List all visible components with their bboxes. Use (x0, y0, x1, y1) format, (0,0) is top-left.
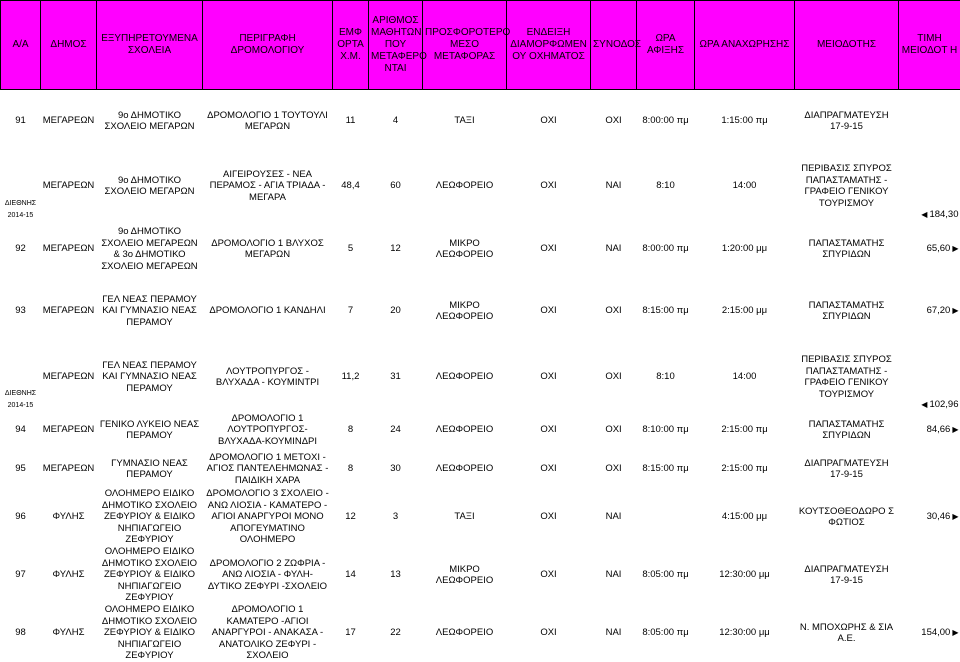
cell-contractor: Ν. ΜΠΟΧΩΡΗΣ & ΣΙΑ Α.Ε. (795, 604, 899, 662)
table-row (1, 286, 960, 336)
cell-students: 12 (369, 220, 423, 278)
cell-students: 22 (369, 604, 423, 662)
cell-aa: 98 (1, 604, 41, 662)
cell-km: 8 (333, 410, 369, 450)
table-row (1, 410, 960, 450)
cell-escort: ΝΑΙ (591, 546, 637, 604)
table-row (1, 604, 960, 662)
cell-km: 8 (333, 450, 369, 488)
cell-contractor: ΠΑΠΑΣΤΑΜΑΤΗΣ ΣΠΥΡΙΔΩΝ (795, 410, 899, 450)
cell-km: 17 (333, 604, 369, 662)
header-departure: ΩΡΑ ΑΝΑΧΩΡΗΣΗΣ (695, 1, 795, 90)
header-means: ΠΡΟΣΦΟΡΟΤΕΡΟ ΜΕΣΟ ΜΕΤΑΦΟΡΑΣ (423, 1, 507, 90)
cell-route: ΔΡΟΜΟΛΟΓΙΟ 1 ΚΑΝΔΗΛΙ (203, 286, 333, 336)
cell-dimos: ΜΕΓΑΡΕΩΝ (41, 410, 97, 450)
cell-students: 4 (369, 98, 423, 144)
cell-route: ΔΡΟΜΟΛΟΓΙΟ 1 ΤΟΥΤΟΥΛΙ ΜΕΓΑΡΩΝ (203, 98, 333, 144)
table-row (1, 98, 960, 144)
cell-departure: 12:30:00 μμ (695, 604, 795, 662)
cell-means: ΛΕΩΦΟΡΕΙΟ (423, 152, 507, 220)
cell-config: ΟΧΙ (507, 450, 591, 488)
cell-escort: ΟΧΙ (591, 98, 637, 144)
cell-means: ΜΙΚΡΟ ΛΕΩΦΟΡΕΙΟ (423, 286, 507, 336)
cell-route: ΔΡΟΜΟΛΟΓΙΟ 1 ΚΑΜΑΤΕΡΟ -ΑΓΙΟΙ ΑΝΑΡΓΥΡΟΙ - ΑΝΑΚΑΣΑ - ΑΝΑΤΟΛΙΚΟ ΖΕΦΥΡΙ - ΣΧΟΛΕΙΟ (203, 604, 333, 662)
cell-config: ΟΧΙ (507, 410, 591, 450)
cell-route: ΔΡΟΜΟΛΟΓΙΟ 1 ΒΛΥΧΟΣ ΜΕΓΑΡΩΝ (203, 220, 333, 278)
side-label: ΔΙΕΘΝΗΣ 2014-15 (5, 200, 36, 219)
cell-students: 13 (369, 546, 423, 604)
cell-route: ΔΡΟΜΟΛΟΓΙΟ 3 ΣΧΟΛΕΙΟ - ΑΝΩ ΛΙΟΣΙΑ - ΚΑΜΑΤΕΡΟ - ΑΓΙΟΙ ΑΝΑΡΓΥΡΟΙ ΜΟΝΟ ΑΠΟΓΕΥΜΑΤΙΝΟ ΟΛΟΗΜΕΡΟ (203, 488, 333, 546)
cell-config: ΟΧΙ (507, 152, 591, 220)
cell-means: ΤΑΞΙ (423, 488, 507, 546)
cell-dimos: ΦΥΛΗΣ (41, 546, 97, 604)
cell-schools: 9ο ΔΗΜΟΤΙΚΟ ΣΧΟΛΕΙΟ ΜΕΓΑΡΕΩΝ & 3ο ΔΗΜΟΤΙΚΟ ΣΧΟΛΕΙΟ ΜΕΓΑΡΕΩΝ (97, 220, 203, 278)
cell-students: 60 (369, 152, 423, 220)
cell-dimos: ΦΥΛΗΣ (41, 604, 97, 662)
cell-schools: ΓΥΜΝΑΣΙΟ ΝΕΑΣ ΠΕΡΑΜΟΥ (97, 450, 203, 488)
cell-km: 14 (333, 546, 369, 604)
cell-schools: 9ο ΔΗΜΟΤΙΚΟ ΣΧΟΛΕΙΟ ΜΕΓΑΡΩΝ (97, 152, 203, 220)
cell-escort: ΟΧΙ (591, 344, 637, 410)
cell-arrival: 8:15:00 πμ (637, 450, 695, 488)
header-route: ΠΕΡΙΓΡΑΦΗ ΔΡΟΜΟΛΟΓΙΟΥ (203, 1, 333, 90)
header-students: ΑΡΙΘΜΟΣ ΜΑΘΗΤΩΝ ΠΟΥ ΜΕΤΑΦΕΡΟ ΝΤΑΙ (369, 1, 423, 90)
cell-aa: 93 (1, 286, 41, 336)
cell-schools: ΓΕΛ ΝΕΑΣ ΠΕΡΑΜΟΥ ΚΑΙ ΓΥΜΝΑΣΙΟ ΝΕΑΣ ΠΕΡΑΜΟΥ (97, 344, 203, 410)
cell-aa: 94 (1, 410, 41, 450)
table-header-row (1, 1, 960, 90)
cell-arrival: 8:05:00 πμ (637, 604, 695, 662)
cell-departure: 2:15:00 πμ (695, 450, 795, 488)
cell-route: ΔΡΟΜΟΛΟΓΙΟ 2 ΖΩΦΡΙΑ - ΑΝΩ ΛΙΟΣΙΑ - ΦΥΛΗ- ΔΥΤΙΚΟ ΖΕΦΥΡΙ -ΣΧΟΛΕΙΟ (203, 546, 333, 604)
right-arrow-icon: ▶ (952, 511, 958, 523)
header-dimos: ΔΗΜΟΣ (41, 1, 97, 90)
cell-contractor: ΔΙΑΠΡΑΓΜΑΤΕΥΣΗ 17-9-15 (795, 450, 899, 488)
cell-route: ΛΟΥΤΡΟΠΥΡΓΟΣ - ΒΛΥΧΑΔΑ - ΚΟΥΜΙΝΤΡΙ (203, 344, 333, 410)
cell-dimos: ΜΕΓΑΡΕΩΝ (41, 98, 97, 144)
header-km: ΕΜΦ ΟΡΤΑ Χ.Μ. (333, 1, 369, 90)
cell-arrival: 8:00:00 πμ (637, 220, 695, 278)
group-total: 184,30 (929, 209, 958, 221)
cell-km: 11,2 (333, 344, 369, 410)
cell-departure: 12:30:00 μμ (695, 546, 795, 604)
header-escort: ΣΥΝΟΔΟΣ (591, 1, 637, 90)
cell-contractor: ΔΙΑΠΡΑΓΜΑΤΕΥΣΗ 17-9-15 (795, 546, 899, 604)
cell-contractor: ΠΕΡΙΒΑΣΙΣ ΣΠΥΡΟΣ ΠΑΠΑΣΤΑΜΑΤΗΣ - ΓΡΑΦΕΙΟ ΓΕΝΙΚΟΥ ΤΟΥΡΙΣΜΟΥ (795, 152, 899, 220)
cell-departure: 4:15:00 μμ (695, 488, 795, 546)
cell-students: 31 (369, 344, 423, 410)
cell-means: ΛΕΩΦΟΡΕΙΟ (423, 344, 507, 410)
cell-arrival: 8:10 (637, 152, 695, 220)
cell-escort: ΝΑΙ (591, 220, 637, 278)
cell-escort: ΟΧΙ (591, 286, 637, 336)
cell-escort: ΝΑΙ (591, 152, 637, 220)
cell-departure: 1:15:00 πμ (695, 98, 795, 144)
header-schools: ΕΞΥΠΗΡΕΤΟΥΜΕΝΑ ΣΧΟΛΕΙΑ (97, 1, 203, 90)
cell-dimos: ΜΕΓΑΡΕΩΝ (41, 344, 97, 410)
cell-price: 65,60 (927, 243, 951, 255)
cell-means: ΜΙΚΡΟ ΛΕΩΦΟΡΕΙΟ (423, 220, 507, 278)
cell-escort: ΟΧΙ (591, 410, 637, 450)
cell-departure: 2:15:00 μμ (695, 286, 795, 336)
right-arrow-icon: ▶ (952, 305, 958, 317)
cell-escort: ΝΑΙ (591, 604, 637, 662)
header-arrival: ΩΡΑ ΑΦΙΞΗΣ (637, 1, 695, 90)
cell-aa: 95 (1, 450, 41, 488)
cell-config: ΟΧΙ (507, 546, 591, 604)
cell-route: ΑΙΓΕΙΡΟΥΣΕΣ - ΝΕΑ ΠΕΡΑΜΟΣ - ΑΓΙΑ ΤΡΙΑΔΑ - ΜΕΓΑΡΑ (203, 152, 333, 220)
cell-arrival: 8:05:00 πμ (637, 546, 695, 604)
cell-arrival: 8:00:00 πμ (637, 98, 695, 144)
cell-price (899, 98, 960, 144)
cell-contractor: ΠΑΠΑΣΤΑΜΑΤΗΣ ΣΠΥΡΙΔΩΝ (795, 220, 899, 278)
group-total: 102,96 (929, 399, 958, 411)
cell-students: 20 (369, 286, 423, 336)
header-aa: Α/Α (1, 1, 41, 90)
cell-arrival: 8:10 (637, 344, 695, 410)
cell-means: ΤΑΞΙ (423, 98, 507, 144)
cell-contractor: ΔΙΑΠΡΑΓΜΑΤΕΥΣΗ 17-9-15 (795, 98, 899, 144)
cell-aa: 91 (1, 98, 41, 144)
side-label: ΔΙΕΘΝΗΣ 2014-15 (5, 390, 36, 409)
cell-means: ΜΙΚΡΟ ΛΕΩΦΟΡΕΙΟ (423, 546, 507, 604)
cell-config: ΟΧΙ (507, 286, 591, 336)
cell-km: 12 (333, 488, 369, 546)
cell-contractor: ΠΕΡΙΒΑΣΙΣ ΣΠΥΡΟΣ ΠΑΠΑΣΤΑΜΑΤΗΣ - ΓΡΑΦΕΙΟ ΓΕΝΙΚΟΥ ΤΟΥΡΙΣΜΟΥ (795, 344, 899, 410)
cell-config: ΟΧΙ (507, 220, 591, 278)
cell-config: ΟΧΙ (507, 488, 591, 546)
cell-price: 84,66 (927, 424, 951, 436)
cell-schools: ΓΕΛ ΝΕΑΣ ΠΕΡΑΜΟΥ ΚΑΙ ΓΥΜΝΑΣΙΟ ΝΕΑΣ ΠΕΡΑΜΟΥ (97, 286, 203, 336)
cell-km: 48,4 (333, 152, 369, 220)
cell-contractor: ΚΟΥΤΣΟΘΕΟΔΩΡΟ Σ ΦΩΤΙΟΣ (795, 488, 899, 546)
cell-means: ΛΕΩΦΟΡΕΙΟ (423, 410, 507, 450)
table-row (1, 152, 960, 220)
table-row (1, 450, 960, 488)
cell-escort: ΝΑΙ (591, 488, 637, 546)
cell-config: ΟΧΙ (507, 604, 591, 662)
header-contractor: ΜΕΙΟΔΟΤΗΣ (795, 1, 899, 90)
table-row (1, 546, 960, 604)
cell-means: ΛΕΩΦΟΡΕΙΟ (423, 450, 507, 488)
cell-price: 154,00 (921, 627, 950, 639)
cell-config: ΟΧΙ (507, 98, 591, 144)
table-row (1, 488, 960, 546)
cell-schools: 9ο ΔΗΜΟΤΙΚΟ ΣΧΟΛΕΙΟ ΜΕΓΑΡΩΝ (97, 98, 203, 144)
cell-km: 7 (333, 286, 369, 336)
cell-dimos: ΜΕΓΑΡΕΩΝ (41, 152, 97, 220)
table-row (1, 220, 960, 278)
cell-departure: 1:20:00 μμ (695, 220, 795, 278)
cell-config: ΟΧΙ (507, 344, 591, 410)
cell-students: 24 (369, 410, 423, 450)
cell-aa: 97 (1, 546, 41, 604)
cell-price (899, 546, 960, 604)
cell-price (899, 450, 960, 488)
cell-route: ΔΡΟΜΟΛΟΓΙΟ 1 ΜΕΤΟΧΙ - ΑΓΙΟΣ ΠΑΝΤΕΛΕΗΜΩΝΑΣ - ΠΑΙΔΙΚΗ ΧΑΡΑ (203, 450, 333, 488)
cell-route: ΔΡΟΜΟΛΟΓΙΟ 1 ΛΟΥΤΡΟΠΥΡΓΟΣ-ΒΛΥΧΑΔΑ-ΚΟΥΜΙΝΔΡΙ (203, 410, 333, 450)
cell-arrival: 8:10:00 πμ (637, 410, 695, 450)
cell-schools: ΟΛΟΗΜΕΡΟ ΕΙΔΙΚΟ ΔΗΜΟΤΙΚΟ ΣΧΟΛΕΙΟ ΖΕΦΥΡΙΟΥ & ΕΙΔΙΚΟ ΝΗΠΙΑΓΩΓΕΙΟ ΖΕΦΥΡΙΟΥ (97, 488, 203, 546)
right-arrow-icon: ▶ (952, 424, 958, 436)
left-arrow-icon: ◀ (921, 399, 927, 411)
cell-aa: 92 (1, 220, 41, 278)
cell-arrival: 8:15:00 πμ (637, 286, 695, 336)
cell-dimos: ΦΥΛΗΣ (41, 488, 97, 546)
cell-dimos: ΜΕΓΑΡΕΩΝ (41, 220, 97, 278)
cell-schools: ΓΕΝΙΚΟ ΛΥΚΕΙΟ ΝΕΑΣ ΠΕΡΑΜΟΥ (97, 410, 203, 450)
right-arrow-icon: ▶ (952, 627, 958, 639)
cell-aa: 96 (1, 488, 41, 546)
cell-price: 30,46 (927, 511, 951, 523)
cell-schools: ΟΛΟΗΜΕΡΟ ΕΙΔΙΚΟ ΔΗΜΟΤΙΚΟ ΣΧΟΛΕΙΟ ΖΕΦΥΡΙΟΥ & ΕΙΔΙΚΟ ΝΗΠΙΑΓΩΓΕΙΟ ΖΕΦΥΡΙΟΥ (97, 604, 203, 662)
cell-escort: ΟΧΙ (591, 450, 637, 488)
header-config: ΕΝΔΕΙΞΗ ΔΙΑΜΟΡΦΩΜΕΝ ΟΥ ΟΧΗΜΑΤΟΣ (507, 1, 591, 90)
cell-departure: 2:15:00 πμ (695, 410, 795, 450)
cell-students: 30 (369, 450, 423, 488)
cell-km: 11 (333, 98, 369, 144)
cell-km: 5 (333, 220, 369, 278)
cell-dimos: ΜΕΓΑΡΕΩΝ (41, 450, 97, 488)
cell-students: 3 (369, 488, 423, 546)
left-arrow-icon: ◀ (921, 209, 927, 221)
cell-dimos: ΜΕΓΑΡΕΩΝ (41, 286, 97, 336)
header-price: ΤΙΜΗ ΜΕΙΟΔΟΤ Η (899, 1, 960, 90)
table-row (1, 344, 960, 410)
cell-price: 67,20 (927, 305, 951, 317)
cell-departure: 14:00 (695, 344, 795, 410)
cell-arrival (637, 488, 695, 546)
cell-schools: ΟΛΟΗΜΕΡΟ ΕΙΔΙΚΟ ΔΗΜΟΤΙΚΟ ΣΧΟΛΕΙΟ ΖΕΦΥΡΙΟΥ & ΕΙΔΙΚΟ ΝΗΠΙΑΓΩΓΕΙΟ ΖΕΦΥΡΙΟΥ (97, 546, 203, 604)
cell-means: ΛΕΩΦΟΡΕΙΟ (423, 604, 507, 662)
cell-contractor: ΠΑΠΑΣΤΑΜΑΤΗΣ ΣΠΥΡΙΔΩΝ (795, 286, 899, 336)
right-arrow-icon: ▶ (952, 243, 958, 255)
cell-departure: 14:00 (695, 152, 795, 220)
